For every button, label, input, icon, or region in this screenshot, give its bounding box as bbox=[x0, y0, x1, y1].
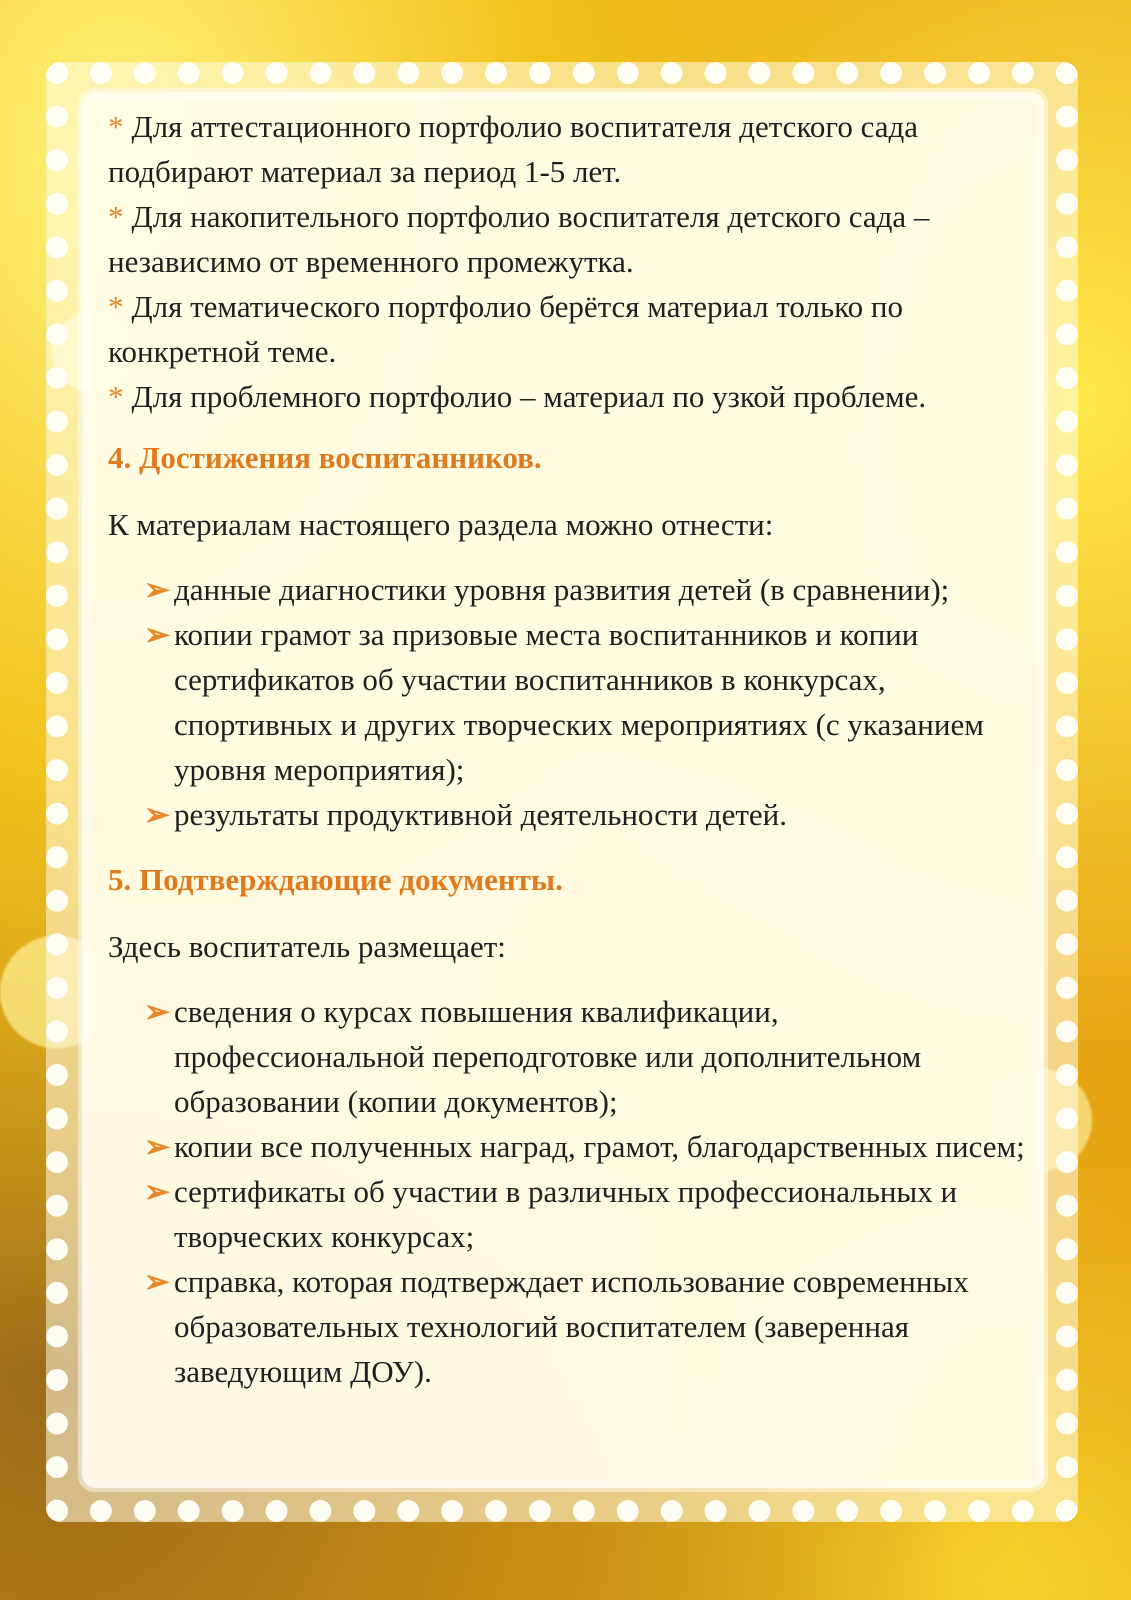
arrow-bullet-icon: ➢ bbox=[144, 572, 170, 607]
list-item-text: копии все полученных наград, грамот, благодарственных писем; bbox=[174, 1129, 1025, 1164]
section-5-list bbox=[108, 989, 1028, 1394]
list-item bbox=[108, 567, 1028, 612]
star-icon: * bbox=[108, 199, 124, 234]
list-item bbox=[108, 612, 1028, 792]
portfolio-period-list bbox=[108, 104, 1028, 419]
list-item-text: данные диагностики уровня развития детей (в сравнении); bbox=[174, 572, 950, 607]
list-item bbox=[108, 1259, 1028, 1394]
list-item-text: сведения о курсах повышения квалификации, профессиональной переподготовке или дополнительном образовании (копии документов); bbox=[174, 994, 922, 1119]
list-item-text: Для тематического портфолио берётся материал только по конкретной теме. bbox=[108, 289, 903, 369]
list-item bbox=[108, 374, 1028, 419]
list-item-text: Для накопительного портфолио воспитателя детского сада – независимо от временного промежутка. bbox=[108, 199, 930, 279]
list-item bbox=[108, 284, 1028, 374]
arrow-bullet-icon: ➢ bbox=[144, 797, 170, 832]
list-item bbox=[108, 194, 1028, 284]
star-icon: * bbox=[108, 379, 124, 414]
section-5-intro: Здесь воспитатель размещает: bbox=[108, 929, 506, 964]
star-icon: * bbox=[108, 109, 124, 144]
list-item bbox=[108, 989, 1028, 1124]
section-5-heading: 5. Подтверждающие документы. bbox=[108, 862, 563, 897]
arrow-bullet-icon: ➢ bbox=[144, 1129, 170, 1164]
star-icon: * bbox=[108, 289, 124, 324]
list-item-text: сертификаты об участии в различных профессиональных и творческих конкурсах; bbox=[174, 1174, 958, 1254]
arrow-bullet-icon: ➢ bbox=[144, 617, 170, 652]
list-item-text: Для аттестационного портфолио воспитателя детского сада подбирают материал за период 1-5 лет. bbox=[108, 109, 919, 189]
list-item-text: Для проблемного портфолио – материал по узкой проблеме. bbox=[131, 379, 927, 414]
list-item bbox=[108, 104, 1028, 194]
section-4-intro: К материалам настоящего раздела можно отнести: bbox=[108, 507, 774, 542]
list-item-text: копии грамот за призовые места воспитанников и копии сертификатов об участии воспитанников в конкурсах, спортивных и других творческих мероприятиях (с указанием уровня мероприятия); bbox=[174, 617, 984, 787]
arrow-bullet-icon: ➢ bbox=[144, 1264, 170, 1299]
arrow-bullet-icon: ➢ bbox=[144, 1174, 170, 1209]
section-4-heading: 4. Достижения воспитанников. bbox=[108, 440, 542, 475]
section-4-list bbox=[108, 567, 1028, 837]
list-item-text: результаты продуктивной деятельности детей. bbox=[174, 797, 788, 832]
list-item-text: справка, которая подтверждает использование современных образовательных технологий воспитателем (заверенная заведующим ДОУ). bbox=[174, 1264, 969, 1389]
arrow-bullet-icon: ➢ bbox=[144, 994, 170, 1029]
list-item bbox=[108, 1124, 1028, 1169]
list-item bbox=[108, 792, 1028, 837]
list-item bbox=[108, 1169, 1028, 1259]
document-body bbox=[108, 104, 1028, 1394]
